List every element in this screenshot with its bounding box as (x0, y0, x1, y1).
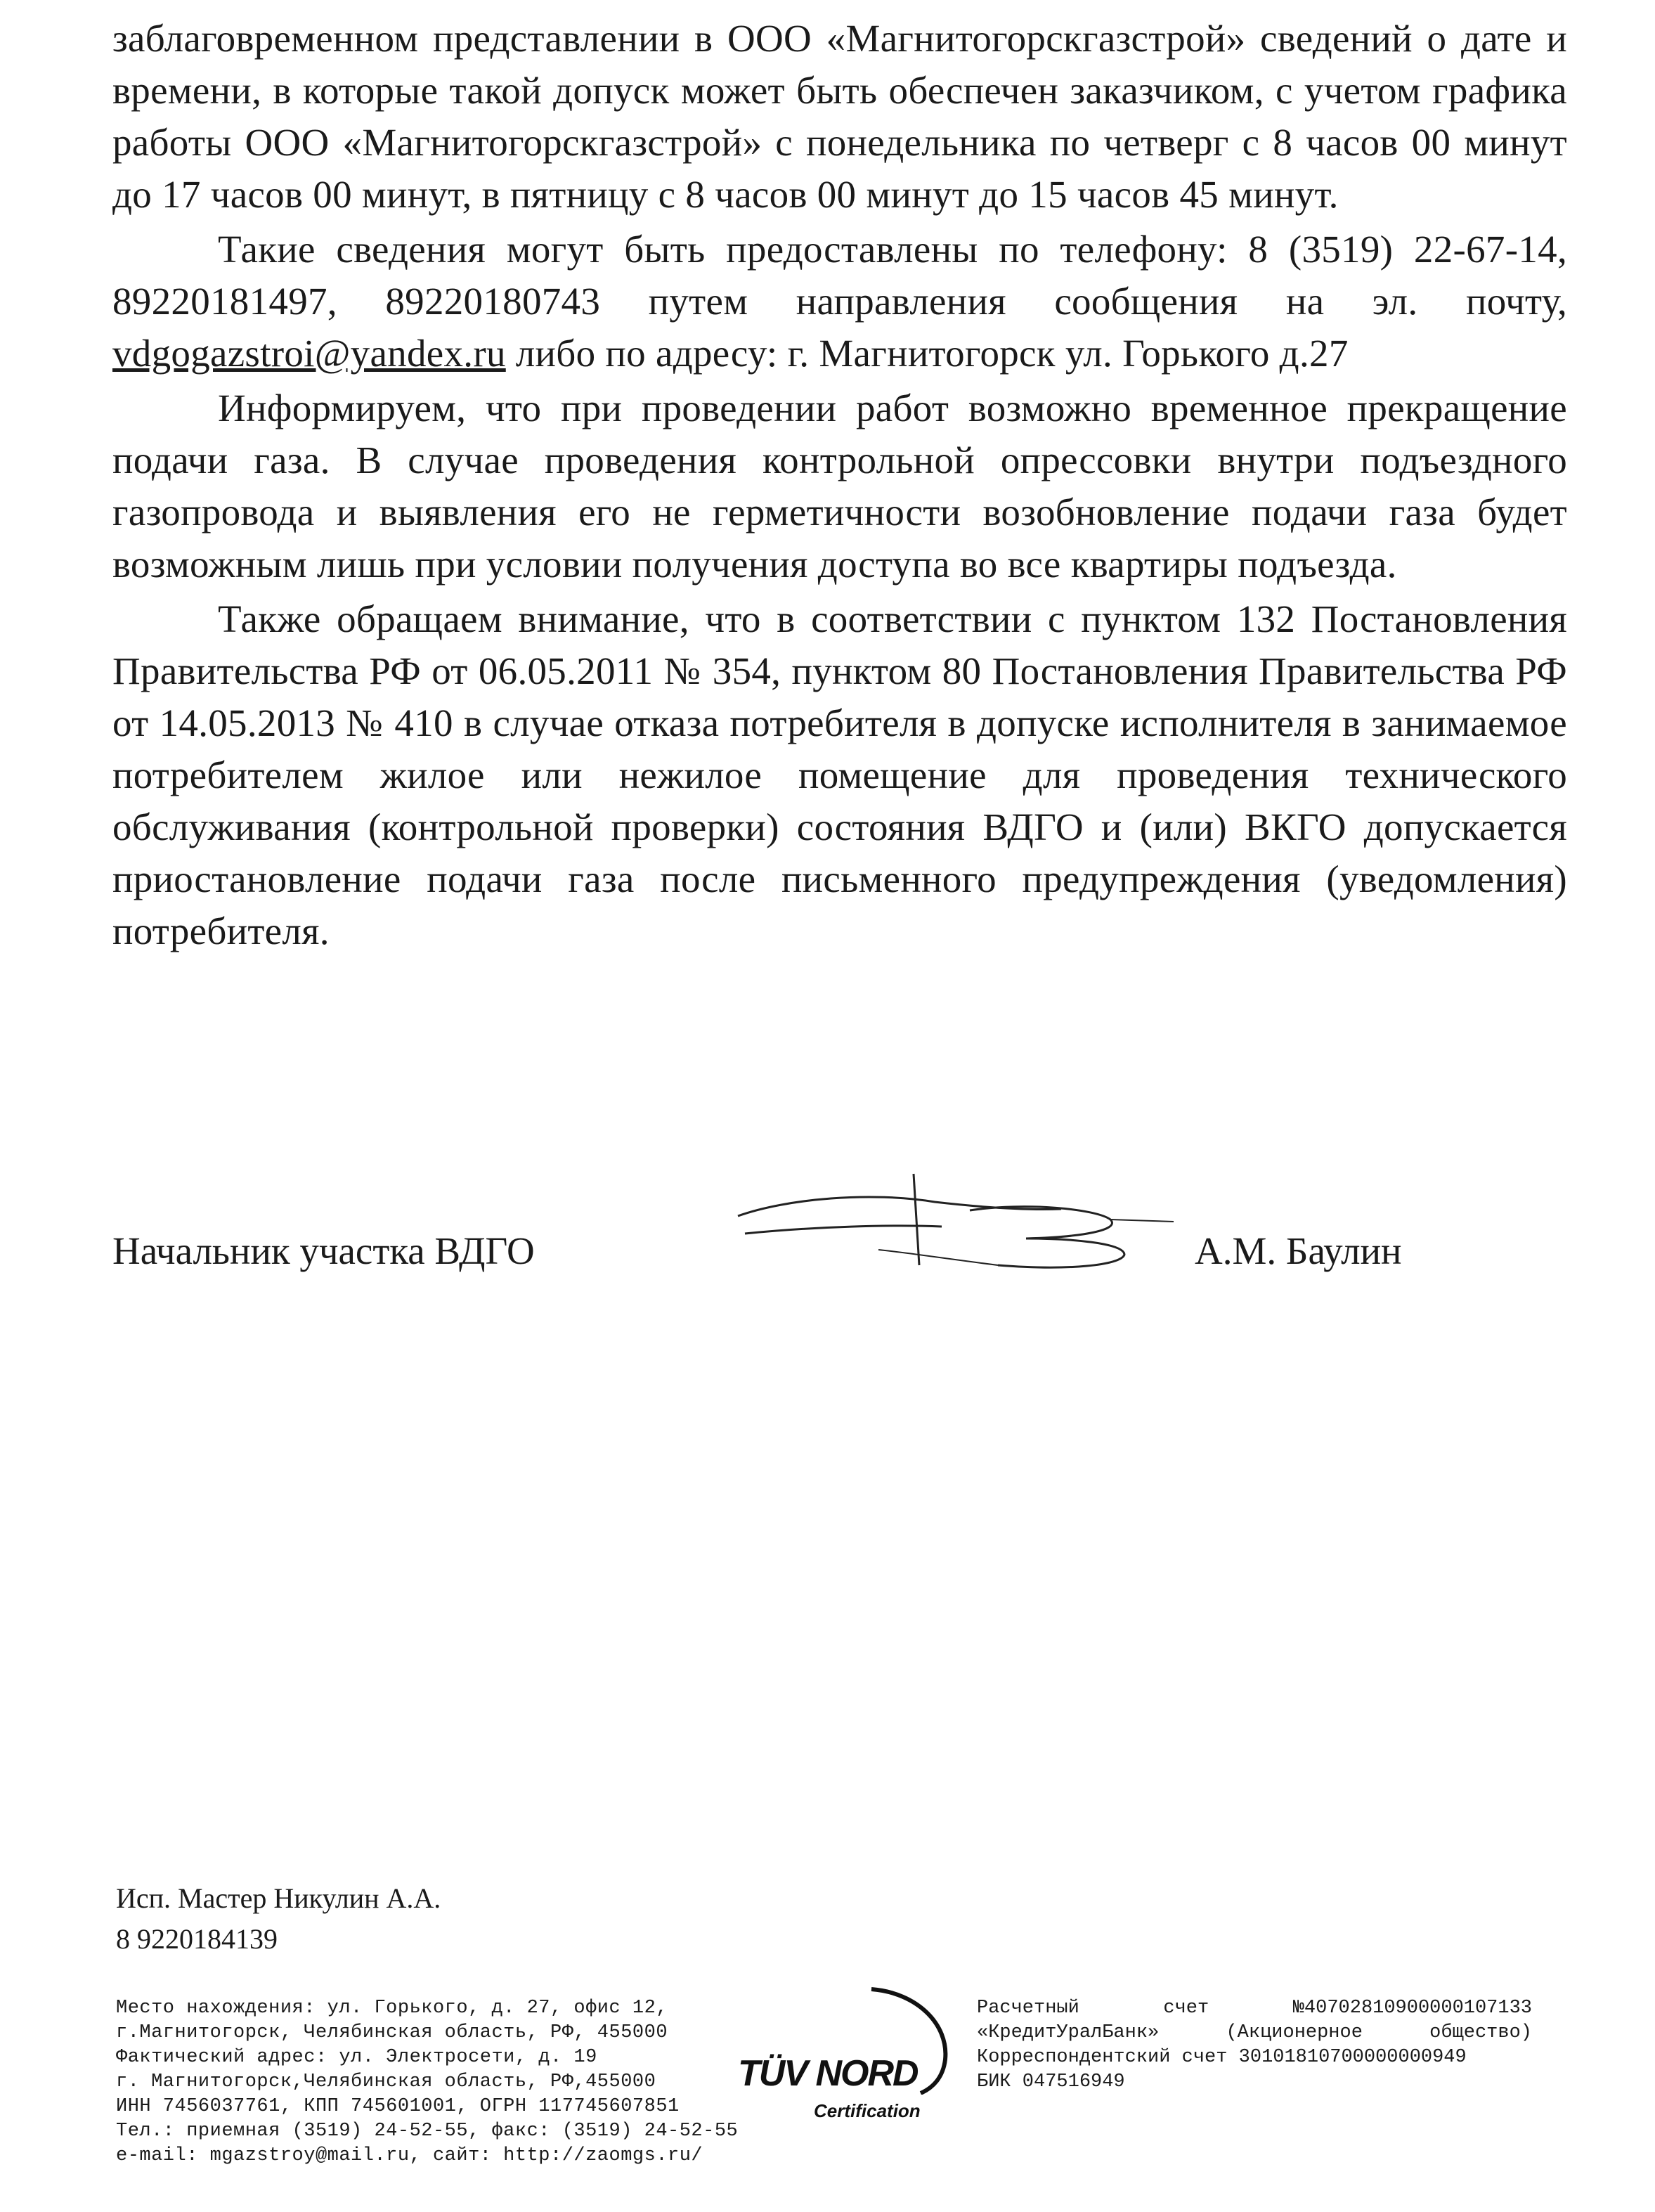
footer-account-label-2: счет (1163, 1998, 1209, 2019)
tuv-nord-logo (738, 1982, 949, 2123)
logo-wordmark: TÜV NORD (738, 2053, 918, 2094)
handwritten-signature (731, 1160, 1181, 1286)
footer-bank-type-1: (Акционерное (1226, 2022, 1363, 2043)
footer-account-row (977, 1996, 1532, 2021)
contacts-text: Такие сведения могут быть предоставлены по телефону: 8 (3519) 22-67-14, 89220181497, 89220180743 путем направления сообщения на эл. почту, (112, 228, 1567, 323)
paragraph-legal-notice: Также обращаем внимание, что в соответствии с пунктом 132 Постановления Правительства РФ от 06.05.2011 № 354, пунктом 80 Постановления Правительства РФ от 14.05.2013 № 410 в случае отказа потребителя в допуске исполнителя в занимаемое потребителем жилое или нежилое помещение для проведения технического обслуживания (контрольной проверки) состояния ВДГО и (или) ВКГО допускается приостановление подачи газа после письменного предупреждения (уведомления) потребителя. (112, 597, 1567, 952)
footer-account-number: №40702810900000107133 (1292, 1998, 1532, 2019)
footer-account-label-1: Расчетный (977, 1998, 1079, 2019)
paragraph-contacts (112, 224, 1567, 380)
footer-actual-address: Фактический адрес: ул. Электросети, д. 19 (116, 2047, 597, 2068)
footer-phones: Тел.: приемная (3519) 24-52-55, факс: (3519) 24-52-55 (116, 2121, 739, 2142)
footer-bank-name: «КредитУралБанк» (977, 2022, 1160, 2043)
executor-block (116, 1878, 441, 1960)
signatory-name: А.М. Баулин (1195, 1229, 1402, 1272)
footer-web: e-mail: mgazstroy@mail.ru, сайт: http://zaomgs.ru/ (116, 2145, 703, 2166)
footer-bik: БИК 047516949 (977, 2071, 1125, 2093)
executor-name: Исп. Мастер Никулин А.А. (116, 1882, 441, 1914)
paragraph-gas-suspension: Информируем, что при проведении работ возможно временное прекращение подачи газа. В случае проведения контрольной опрессовки внутри подъездного газопровода и выявления его не герметичности возобновление подачи газа будет возможным лишь при условии получения доступа во все квартиры подъезда. (112, 387, 1567, 586)
paragraph-schedule: заблаговременном представлении в ООО «Магнитогорскгазстрой» сведений о дате и времени, в которые такой допуск может быть обеспечен заказчиком, с учетом графика работы ООО «Магнитогорскгазстрой» с понедельника по четверг с 8 часов 00 минут до 17 часов 00 минут, в пятницу с 8 часов 00 минут до 15 часов 45 минут. (112, 17, 1567, 216)
footer-actual-city: г. Магнитогорск,Челябинская область, РФ,455000 (116, 2071, 656, 2093)
footer-bank-type-2: общество) (1429, 2022, 1532, 2043)
footer-legal-city: г.Магнитогорск, Челябинская область, РФ, 455000 (116, 2022, 668, 2043)
footer-company-details (116, 1996, 739, 2168)
footer-tax-ids: ИНН 7456037761, КПП 745601001, ОГРН 117745607851 (116, 2096, 680, 2117)
footer-legal-address: Место нахождения: ул. Горького, д. 27, офис 12, (116, 1998, 668, 2019)
signatory-title: Начальник участка ВДГО (112, 1229, 535, 1272)
letter-body (112, 13, 1567, 957)
executor-phone: 8 9220184139 (116, 1923, 278, 1955)
footer-corr-account: Корреспондентский счет 30101810700000000949 (977, 2047, 1467, 2068)
footer-bank-details (977, 1996, 1532, 2095)
email-link[interactable]: vdgogazstroi@yandex.ru (112, 332, 506, 375)
footer-bank-row (977, 2021, 1532, 2045)
address-text: либо по адресу: г. Магнитогорск ул. Горького д.27 (505, 332, 1349, 375)
logo-subtitle: Certification (814, 2100, 921, 2121)
